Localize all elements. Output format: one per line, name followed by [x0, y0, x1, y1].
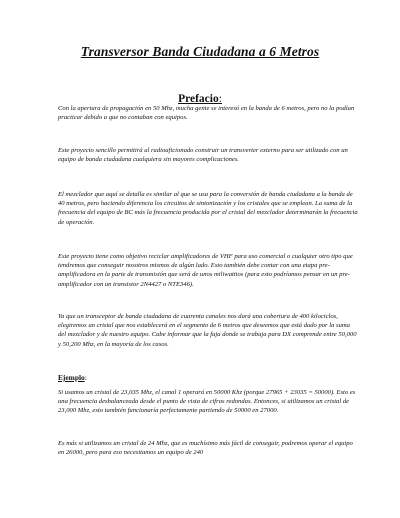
- paragraph-mixer: El mezclador que aquí se detalla es similar al que se usa para la conversión de banda ciudadana a la banda de 40 metros, pero haciendo diferencia los circuitos de sintonización y los cristales que se emplean. La suma de la frecuencia del equipo de BC más la frecuencia producida por el cristal del mezclador determinarán la frecuencia de operación.: [58, 191, 358, 226]
- example-heading: [58, 373, 87, 382]
- preface-heading-colon: :: [218, 93, 222, 105]
- document-title: Transversor Banda Ciudadana a 6 Metros: [80, 44, 320, 59]
- preface-heading-label: Prefacio: [178, 93, 219, 105]
- paragraph-example-24mhz: Es más si utilizamos un cristal de 24 Mhz, que es muchísimo más fácil de conseguir, podremos operar el equipo en 26000, pero para eso necesitamos un equipo de 240: [58, 440, 353, 457]
- paragraph-project-simple: Este proyecto sencillo permitirá al radioaficionado construir un transverter externo para ser utilizado con un equipo de banda ciudadana cualquiera sin mayores complicaciones.: [58, 147, 348, 164]
- paragraph-transceiver-coverage: Ya que un transceptor de banda ciudadana de cuarenta canales nos dará una cobertura de 400 kilociclos, elegiremos un cristal que nos establecerá en el segmento de 6 metros que deseemos que está dado por la suma del mezclador y de nuestro equipo. Cabe informar que la faja donde se trabaja para DX comprende entre 50,000 y 50,200 Mhz, en la mayoría de los casos.: [58, 313, 357, 348]
- example-heading-colon: :: [84, 373, 87, 382]
- paragraph-example-crystal: Si usamos un cristal de 23,035 Mhz, el canal 1 operará en 50000 Khz (porque 27965 + 23035 = 50000). Esto es una frecuencia desbalanceada desde el punto de vista de cifras redondas. Entonces, si utilizamos un cristal de 23,000 Mhz, esto también funcionaría perfectamente partiendo de 50000 en 27000.: [58, 389, 356, 415]
- paragraph-vhf-amplifiers: Este proyecto tiene como objetivo reciclar amplificadores de VHF para uso comercial o cualquier otro tipo que tendremos que conseguir nosotros mismos de algún lado. Esto también debe contar con una etapa pre-amplificadora en la parte de transmisión que será de unos miliwattios (para esto podríamos pensar en un pre-amplificador con un transistor 2N4427 o NTE346).: [58, 253, 353, 288]
- paragraph-propagation: Con la apertura de propagación en 50 Mhz, mucha gente se interesó en la banda de 6 metros, pero no la podían practicar debido a que no contaban con equipos.: [58, 105, 355, 122]
- example-heading-label: Ejemplo: [58, 373, 85, 382]
